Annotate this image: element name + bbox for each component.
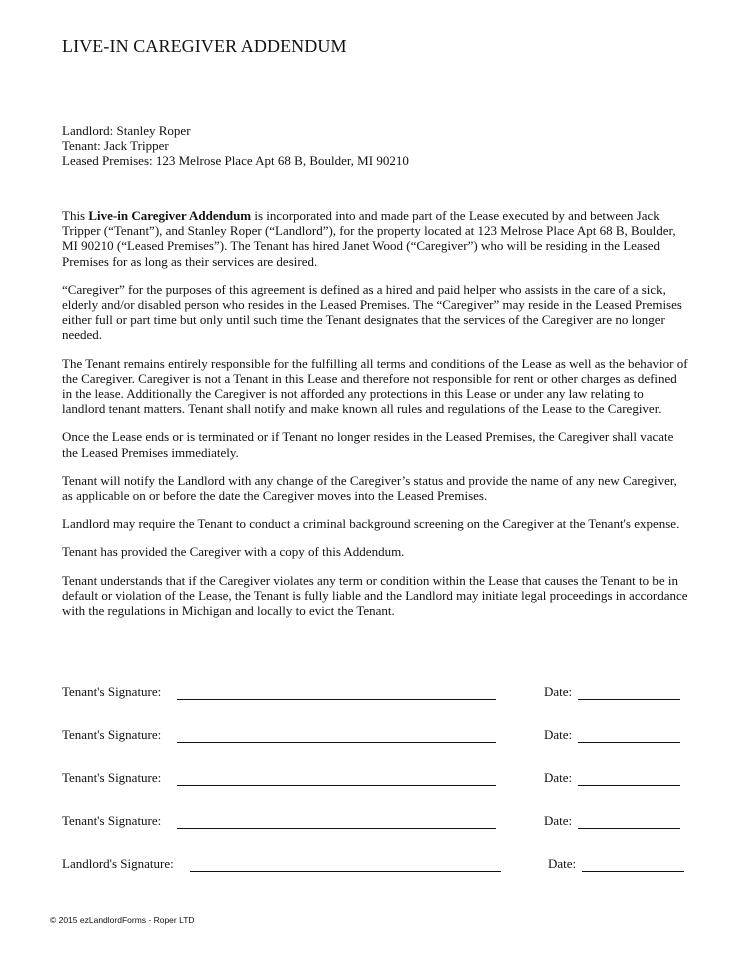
paragraph-background-screening: Landlord may require the Tenant to conduct a criminal background screening on the Caregiver at the Tenant's expense. [62,516,680,532]
tenant-line: Tenant: Jack Tripper [62,138,169,153]
date-label: Date: [544,813,573,828]
paragraph-tenant-responsibility: The Tenant remains entirely responsible for the fulfilling all terms and conditions of the Lease as well as the behavior of the Caregiver. Caregiver is not a Tenant in this Lease and therefore not responsible for rent or other charges as defined in the lease. Additionally the Caregiver is not afforded any protections in this Lease or under any law relating to landlord tenant matters. Tenant shall notify and make known all rules and regulations of the Lease to the Caregiver. [62,355,688,417]
date-line[interactable] [578,742,680,743]
date-label: Date: [544,770,573,785]
paragraph-intro [62,208,688,269]
signature-line[interactable] [177,699,496,700]
date-line[interactable] [578,785,680,786]
landlord-line: Landlord: Stanley Roper [62,123,191,138]
signature-label: Tenant's Signature: [62,727,162,742]
paragraph-copy-provided: Tenant has provided the Caregiver with a copy of this Addendum. [62,544,405,560]
signature-row [62,770,688,788]
signature-line[interactable] [177,785,496,786]
signature-row [62,727,688,745]
signature-line[interactable] [177,742,496,743]
signature-line[interactable] [190,871,501,872]
paragraph-lease-end: Once the Lease ends or is terminated or if Tenant no longer resides in the Leased Premises, the Caregiver shall vacate the Leased Premises immediately. [62,429,674,460]
intro-rest: is incorporated into and made part of the Lease executed by and between Jack Tripper (“Tenant”), and Stanley Roper (“Landlord”), for the property located at 123 Melrose Place Apt 68 B, Boulder, MI 90210 (“Leased Premises”). The Tenant has hired Janet Wood (“Caregiver”) who will be residing in the Leased Premises for as long as their services are desired. [62,208,676,269]
date-label: Date: [544,684,573,699]
paragraph-liability: Tenant understands that if the Caregiver violates any term or condition within the Lease that causes the Tenant to be in default or violation of the Lease, the Tenant is fully liable and the Landlord may initiate legal proceedings in accordance with the regulations in Michigan and locally to evict the Tenant. [62,572,688,619]
date-label: Date: [544,727,573,742]
signature-label: Landlord's Signature: [62,856,174,871]
copyright-footer: © 2015 ezLandlordForms - Roper LTD [50,915,195,925]
landlord-signature-row [62,856,688,874]
date-line[interactable] [578,828,680,829]
document-title: LIVE-IN CAREGIVER ADDENDUM [62,36,347,56]
signature-row [62,813,688,831]
signature-label: Tenant's Signature: [62,770,162,785]
paragraph-caregiver-definition: “Caregiver” for the purposes of this agreement is defined as a hired and paid helper who assists in the care of a sick, elderly and/or disabled person who resides in the Leased Premises. The “Caregiver” may reside in the Leased Premises either full or part time but only until such time the Tenant designates that the services of the Caregiver are no longer needed. [62,281,682,343]
signature-row [62,684,688,702]
signature-line[interactable] [177,828,496,829]
intro-start: This [62,208,89,223]
parties-block [62,123,409,168]
date-line[interactable] [578,699,680,700]
premises-line: Leased Premises: 123 Melrose Place Apt 68 B, Boulder, MI 90210 [62,153,409,168]
addendum-body [62,208,688,631]
signature-label: Tenant's Signature: [62,684,162,699]
date-line[interactable] [582,871,684,872]
date-label: Date: [548,856,577,871]
addendum-name: Live-in Caregiver Addendum [88,208,252,223]
paragraph-status-change: Tenant will notify the Landlord with any change of the Caregiver’s status and provide the name of any new Caregiver, as applicable on or before the date the Caregiver moves into the Leased Premises. [62,472,677,504]
signature-label: Tenant's Signature: [62,813,162,828]
